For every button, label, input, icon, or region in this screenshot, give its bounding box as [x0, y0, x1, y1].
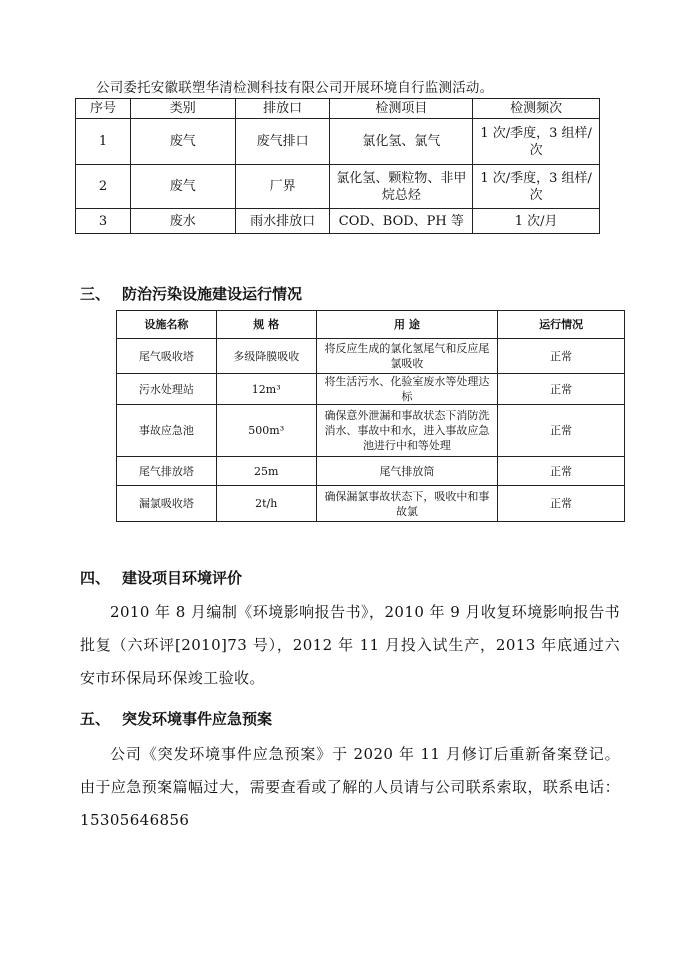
table-row: [117, 486, 625, 522]
table-row: [76, 209, 600, 234]
table-cell: 尾气吸收塔: [117, 339, 217, 374]
table-cell: 确保意外泄漏和事故状态下消防洗消水、事故中和水，进入事故应急池进行中和等处理: [316, 405, 498, 457]
section-heading-3: [80, 283, 302, 304]
section-heading-4: [80, 567, 242, 588]
table-header-row: [76, 99, 600, 119]
table-cell: 正常: [498, 339, 625, 374]
header-cell: 检测频次: [473, 99, 600, 119]
table-cell: 尾气排放塔: [117, 457, 217, 486]
section-paragraph: 2010 年 8 月编制《环境影响报告书》，2010 年 9 月收复环境影响报告书批复（六环评[2010]73 号），2012 年 11 月投入试生产，2013 年底通过六安市环保局环保竣工验收。: [80, 603, 620, 687]
table-cell: 将生活污水、化验室废水等处理达标: [316, 374, 498, 405]
table-row: [117, 405, 625, 457]
header-cell: 用 途: [316, 311, 498, 339]
table-cell: 废气: [130, 165, 235, 209]
table-cell: 污水处理站: [117, 374, 217, 405]
table-cell: 正常: [498, 374, 625, 405]
table-cell: 正常: [498, 405, 625, 457]
table-header-row: [117, 311, 625, 339]
section-title: 突发环境事件应急预案: [122, 710, 273, 728]
table-cell: 多级降膜吸收: [216, 339, 316, 374]
section-title: 建设项目环境评价: [122, 569, 243, 587]
table-row: [117, 457, 625, 486]
header-cell: 检测项目: [330, 99, 473, 119]
section-heading-5: [80, 708, 272, 729]
section-number: 五、: [80, 710, 111, 728]
table-cell: 废气: [130, 119, 235, 165]
table-cell: 氯化氢、氯气: [330, 119, 473, 165]
table-row: [117, 374, 625, 405]
table-cell: 1 次/月: [473, 209, 600, 234]
table-cell: 500m³: [216, 405, 316, 457]
table-cell: 尾气排放筒: [316, 457, 498, 486]
table-cell: 漏氯吸收塔: [117, 486, 217, 522]
table-row: [76, 119, 600, 165]
table-cell: 12m³: [216, 374, 316, 405]
header-cell: 规 格: [216, 311, 316, 339]
table-cell: 1: [76, 119, 131, 165]
header-cell: 序号: [76, 99, 131, 119]
intro-text: 公司委托安徽联塑华清检测科技有限公司开展环境自行监测活动。: [96, 80, 494, 96]
table-cell: 3: [76, 209, 131, 234]
table-cell: COD、BOD、PH 等: [330, 209, 473, 234]
header-cell: 类别: [130, 99, 235, 119]
table-row: [76, 165, 600, 209]
table-cell: 1 次/季度，3 组样/次: [473, 119, 600, 165]
table-cell: 废气排口: [235, 119, 330, 165]
table-cell: 正常: [498, 457, 625, 486]
monitoring-table: [75, 98, 600, 234]
table-cell: 将反应生成的氯化氢尾气和反应尾氯吸收: [316, 339, 498, 374]
table-cell: 雨水排放口: [235, 209, 330, 234]
table-cell: 2t/h: [216, 486, 316, 522]
header-cell: 运行情况: [498, 311, 625, 339]
table-cell: 2: [76, 165, 131, 209]
table-cell: 事故应急池: [117, 405, 217, 457]
section-number: 四、: [80, 569, 111, 587]
table-cell: 1 次/季度，3 组样/次: [473, 165, 600, 209]
section-title: 防治污染设施建设运行情况: [122, 285, 303, 303]
table-cell: 25m: [216, 457, 316, 486]
header-cell: 设施名称: [117, 311, 217, 339]
table-cell: 正常: [498, 486, 625, 522]
table-cell: 废水: [130, 209, 235, 234]
table-cell: 厂界: [235, 165, 330, 209]
section-paragraph: 公司《突发环境事件应急预案》于 2020 年 11 月修订后重新备案登记。由于应急预案篇幅过大，需要查看或了解的人员请与公司联系索取，联系电话：15305646856: [80, 745, 620, 829]
header-cell: 排放口: [235, 99, 330, 119]
table-cell: 确保漏氯事故状态下，吸收中和事故氯: [316, 486, 498, 522]
table-cell: 氯化氢、颗粒物、非甲烷总烃: [330, 165, 473, 209]
table-row: [117, 339, 625, 374]
facilities-table: [116, 310, 625, 522]
section-number: 三、: [80, 285, 111, 303]
